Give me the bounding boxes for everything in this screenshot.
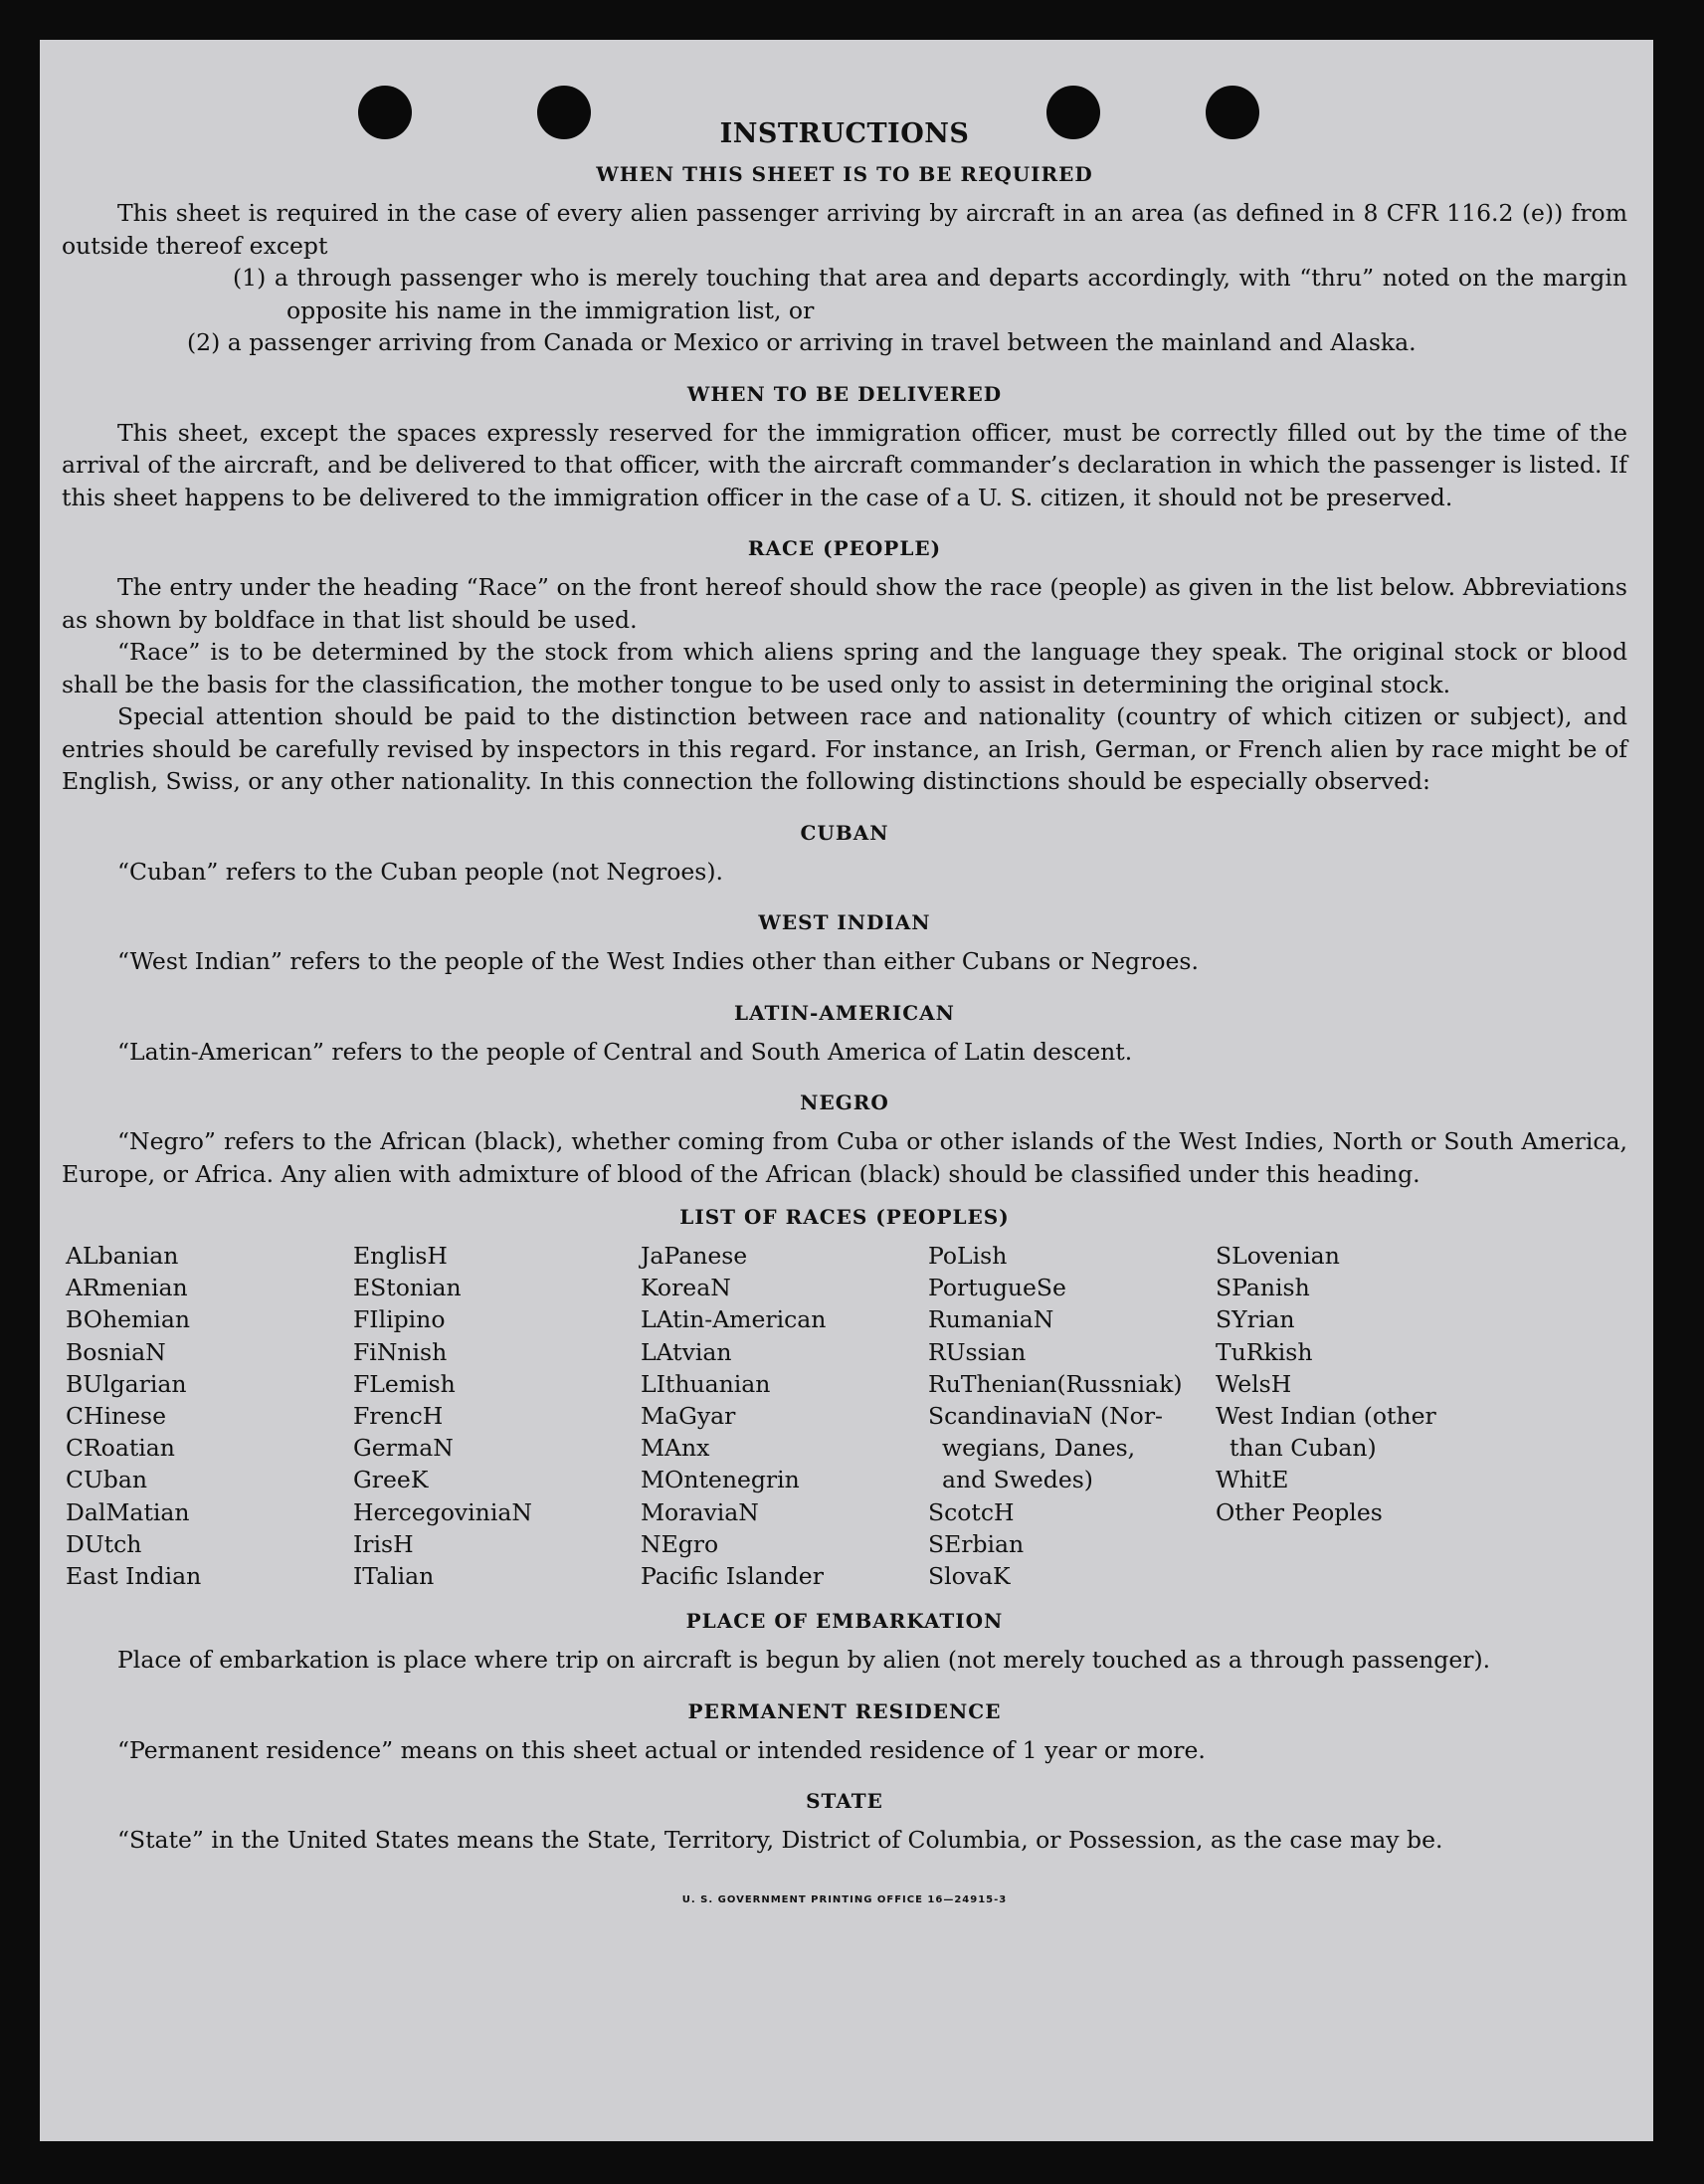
- heading-west-indian: WEST INDIAN: [758, 910, 931, 934]
- race-item: CRoatian: [66, 1434, 175, 1463]
- race-item: Pacific Islander: [641, 1562, 824, 1591]
- race-item: EStonian: [353, 1274, 462, 1302]
- heading-cuban: CUBAN: [800, 820, 889, 845]
- race-item: SlovaK: [928, 1562, 1011, 1591]
- race-item: RUssian: [928, 1337, 1027, 1366]
- race-item: PortugueSe: [928, 1274, 1066, 1302]
- race-item: CUban: [66, 1466, 147, 1494]
- para-race-1: The entry under the heading “Race” on the front hereof should show the race (people) as given in the list below. Abbreviations as shown by boldface in that list should be used.: [62, 573, 1627, 634]
- race-item: MaGyar: [641, 1402, 736, 1431]
- race-item: DalMatian: [66, 1497, 190, 1526]
- race-column: [353, 1240, 641, 1592]
- race-item: LAtvian: [641, 1337, 732, 1366]
- race-item: HercegoviniaN: [353, 1497, 532, 1526]
- page-title: INSTRUCTIONS: [719, 118, 970, 149]
- race-item: WhitE: [1216, 1466, 1289, 1494]
- heading-latin-american: LATIN-AMERICAN: [734, 1000, 955, 1025]
- race-item: East Indian: [66, 1562, 202, 1591]
- race-item: ScandinaviaN (Nor-: [928, 1402, 1163, 1431]
- race-column: [641, 1240, 928, 1592]
- heading-list-of-races: LIST OF RACES (PEOPLES): [679, 1205, 1010, 1229]
- race-item: BUlgarian: [66, 1369, 187, 1398]
- race-item: PoLish: [928, 1242, 1008, 1270]
- para-required: This sheet is required in the case of every alien passenger arriving by aircraft in an area (as defined in 8 CFR 116.2 (e)) from outside thereof except: [62, 199, 1627, 260]
- race-item: DUtch: [66, 1529, 142, 1558]
- race-column: [1216, 1240, 1503, 1592]
- race-column: [66, 1240, 353, 1592]
- punch-hole: [1046, 86, 1100, 139]
- race-item: wegians, Danes,: [942, 1434, 1136, 1463]
- race-item: MOntenegrin: [641, 1466, 800, 1494]
- punch-hole: [537, 86, 591, 139]
- heading-embarkation: PLACE OF EMBARKATION: [685, 1609, 1004, 1634]
- para-west-indian: “West Indian” refers to the people of the West Indies other than either Cubans or Negroes.: [117, 947, 1199, 975]
- race-item: FLemish: [353, 1369, 456, 1398]
- race-item: IrisH: [353, 1529, 414, 1558]
- race-item: FIlipino: [353, 1305, 446, 1334]
- para-embarkation: Place of embarkation is place where trip on aircraft is begun by alien (not merely touched as a through passenger).: [117, 1646, 1491, 1675]
- printing-office-footer: U. S. GOVERNMENT PRINTING OFFICE 16—24915-3: [681, 1893, 1008, 1905]
- race-item: TuRkish: [1216, 1337, 1313, 1366]
- para-race-3: Special attention should be paid to the distinction between race and nationality (country of which citizen or subject), and entries should be carefully revised by inspectors in this regard. For instance, an Irish, German, or French alien by race might be of English, Swiss, or any other nationality. In this connection the following distinctions should be especially observed:: [62, 702, 1627, 795]
- race-item: West Indian (other: [1216, 1402, 1436, 1431]
- race-item: SErbian: [928, 1529, 1025, 1558]
- document-sheet: [40, 40, 1653, 2141]
- race-item: ALbanian: [66, 1242, 179, 1270]
- para-cuban: “Cuban” refers to the Cuban people (not Negroes).: [117, 857, 724, 886]
- race-item: NEgro: [641, 1529, 719, 1558]
- race-item: than Cuban): [1230, 1434, 1377, 1463]
- race-item: FrencH: [353, 1402, 444, 1431]
- race-item: BosniaN: [66, 1337, 166, 1366]
- race-item: SYrian: [1216, 1305, 1295, 1334]
- heading-delivered: WHEN TO BE DELIVERED: [686, 381, 1003, 406]
- para-latin-american: “Latin-American” refers to the people of Central and South America of Latin descent.: [117, 1037, 1133, 1066]
- race-item: GreeK: [353, 1466, 429, 1494]
- race-item: ARmenian: [66, 1274, 188, 1302]
- race-item: ITalian: [353, 1562, 435, 1591]
- race-item: MAnx: [641, 1434, 710, 1463]
- punch-hole: [1206, 86, 1259, 139]
- heading-race: RACE (PEOPLE): [747, 536, 942, 560]
- race-item: RumaniaN: [928, 1305, 1054, 1334]
- para-state: “State” in the United States means the State, Territory, District of Columbia, or Possession, as the case may be.: [117, 1826, 1443, 1855]
- race-item: MoraviaN: [641, 1497, 759, 1526]
- exception-item-2: (2) a passenger arriving from Canada or Mexico or arriving in travel between the mainland and Alaska.: [187, 328, 1417, 356]
- para-delivered: This sheet, except the spaces expressly reserved for the immigration officer, must be correctly filled out by the time of the arrival of the aircraft, and be delivered to that officer, with the aircraft commander’s declaration in which the passenger is listed. If this sheet happens to be delivered to the immigration officer in the case of a U. S. citizen, it should not be preserved.: [62, 418, 1627, 511]
- race-column: [928, 1240, 1216, 1592]
- race-item: JaPanese: [641, 1242, 748, 1270]
- race-item: EnglisH: [353, 1242, 448, 1270]
- race-item: LAtin-American: [641, 1305, 827, 1334]
- race-item: CHinese: [66, 1402, 166, 1431]
- race-item: Other Peoples: [1216, 1497, 1383, 1526]
- heading-state: STATE: [806, 1789, 883, 1814]
- race-item: BOhemian: [66, 1305, 190, 1334]
- heading-required: WHEN THIS SHEET IS TO BE REQUIRED: [596, 162, 1093, 186]
- race-item: KoreaN: [641, 1274, 731, 1302]
- race-item: LIthuanian: [641, 1369, 771, 1398]
- para-race-2: “Race” is to be determined by the stock from which aliens spring and the language they speak. The original stock or blood shall be the basis for the classification, the mother tongue to be used only to assist in determining the original stock.: [62, 638, 1627, 698]
- exception-item-1: (1) a through passenger who is merely touching that area and departs accordingly, with “thru” noted on the margin opposite his name in the immigration list, or: [233, 264, 1627, 324]
- race-item: ScotcH: [928, 1497, 1015, 1526]
- para-residence: “Permanent residence” means on this sheet actual or intended residence of 1 year or more.: [117, 1735, 1206, 1764]
- race-item: SPanish: [1216, 1274, 1310, 1302]
- punch-hole: [358, 86, 412, 139]
- race-list: [66, 1240, 1627, 1592]
- race-item: SLovenian: [1216, 1242, 1340, 1270]
- heading-residence: PERMANENT RESIDENCE: [687, 1698, 1002, 1723]
- race-item: RuThenian(Russniak): [928, 1369, 1183, 1398]
- race-item: and Swedes): [942, 1466, 1093, 1494]
- race-item: GermaN: [353, 1434, 454, 1463]
- para-negro: “Negro” refers to the African (black), whether coming from Cuba or other islands of the West Indies, North or South America, Europe, or Africa. Any alien with admixture of blood of the African (black) should be classified under this heading.: [62, 1127, 1627, 1188]
- heading-negro: NEGRO: [800, 1091, 889, 1114]
- race-item: FiNnish: [353, 1337, 448, 1366]
- race-item: WelsH: [1216, 1369, 1292, 1398]
